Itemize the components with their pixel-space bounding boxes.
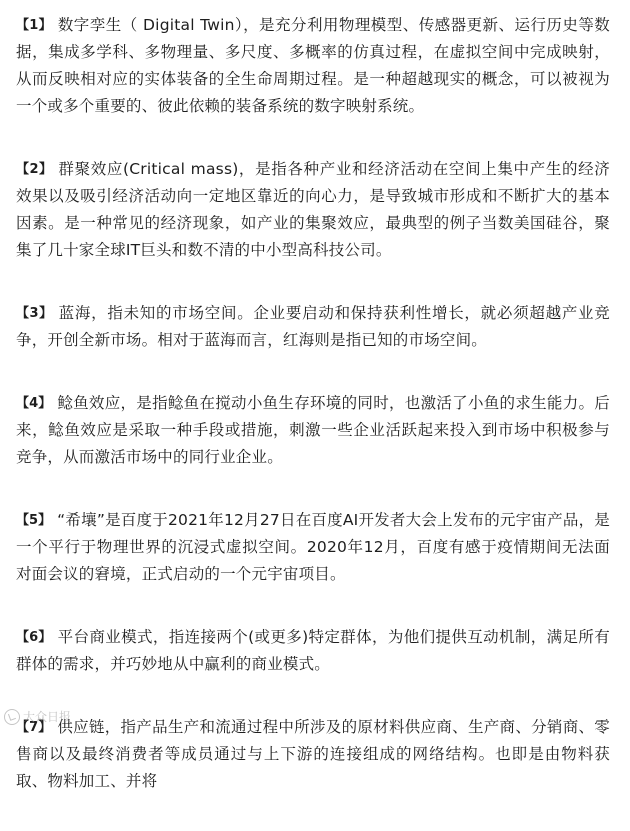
note-3 — [16, 300, 610, 354]
note-marker: 【7】 — [16, 720, 52, 735]
note-7 — [16, 714, 610, 795]
note-2 — [16, 156, 610, 264]
note-text: 平台商业模式，指连接两个(或更多)特定群体，为他们提供互动机制，满足所有群体的需求，并巧妙地从中赢利的商业模式。 — [16, 628, 611, 673]
note-marker: 【2】 — [16, 162, 53, 177]
document-body — [16, 12, 610, 831]
watermark-logo-icon — [4, 709, 20, 725]
watermark — [4, 708, 71, 725]
note-marker: 【4】 — [16, 396, 52, 411]
watermark-label: 大众日报 — [23, 710, 72, 724]
note-text: 群聚效应(Critical mass)，是指各种产业和经济活动在空间上集中产生的经济效果以及吸引经济活动向一定地区靠近的向心力，是导致城市形成和不断扩大的基本因素。是一种常见的经济现象，如产业的集聚效应，最典型的例子当数美国硅谷，聚集了几十家全球IT巨头和数不清的中小型高科技公司。 — [16, 160, 611, 259]
note-1 — [16, 12, 610, 120]
note-marker: 【3】 — [16, 306, 53, 321]
note-text: “希壤”是百度于2021年12月27日在百度AI开发者大会上发布的元宇宙产品，是一个平行于物理世界的沉浸式虚拟空间。2020年12月，百度有感于疫情期间无法面对面会议的窘境，正式启动的一个元宇宙项目。 — [16, 511, 610, 583]
note-text: 供应链，指产品生产和流通过程中所涉及的原材料供应商、生产商、分销商、零售商以及最终消费者等成员通过与上下游的连接组成的网络结构。也即是由物料获取、物料加工、并将 — [16, 718, 610, 790]
note-marker: 【1】 — [16, 18, 52, 33]
note-text: 鲶鱼效应，是指鲶鱼在搅动小鱼生存环境的同时，也激活了小鱼的求生能力。后来，鲶鱼效应是采取一种手段或措施，刺激一些企业活跃起来投入到市场中积极参与竞争，从而激活市场中的同行业企业。 — [16, 394, 610, 466]
note-marker: 【6】 — [16, 630, 52, 645]
note-4 — [16, 390, 610, 471]
note-marker: 【5】 — [16, 513, 52, 528]
note-6 — [16, 624, 610, 678]
note-text: 数字孪生（ Digital Twin），是充分利用物理模型、传感器更新、运行历史等数据，集成多学科、多物理量、多尺度、多概率的仿真过程，在虚拟空间中完成映射，从而反映相对应的实体装备的全生命周期过程。是一种超越现实的概念，可以被视为一个或多个重要的、彼此依赖的装备系统的数字映射系统。 — [16, 16, 610, 115]
note-5 — [16, 507, 610, 588]
note-text: 蓝海，指未知的市场空间。企业要启动和保持获利性增长，就必须超越产业竞争，开创全新市场。相对于蓝海而言，红海则是指已知的市场空间。 — [16, 304, 610, 349]
